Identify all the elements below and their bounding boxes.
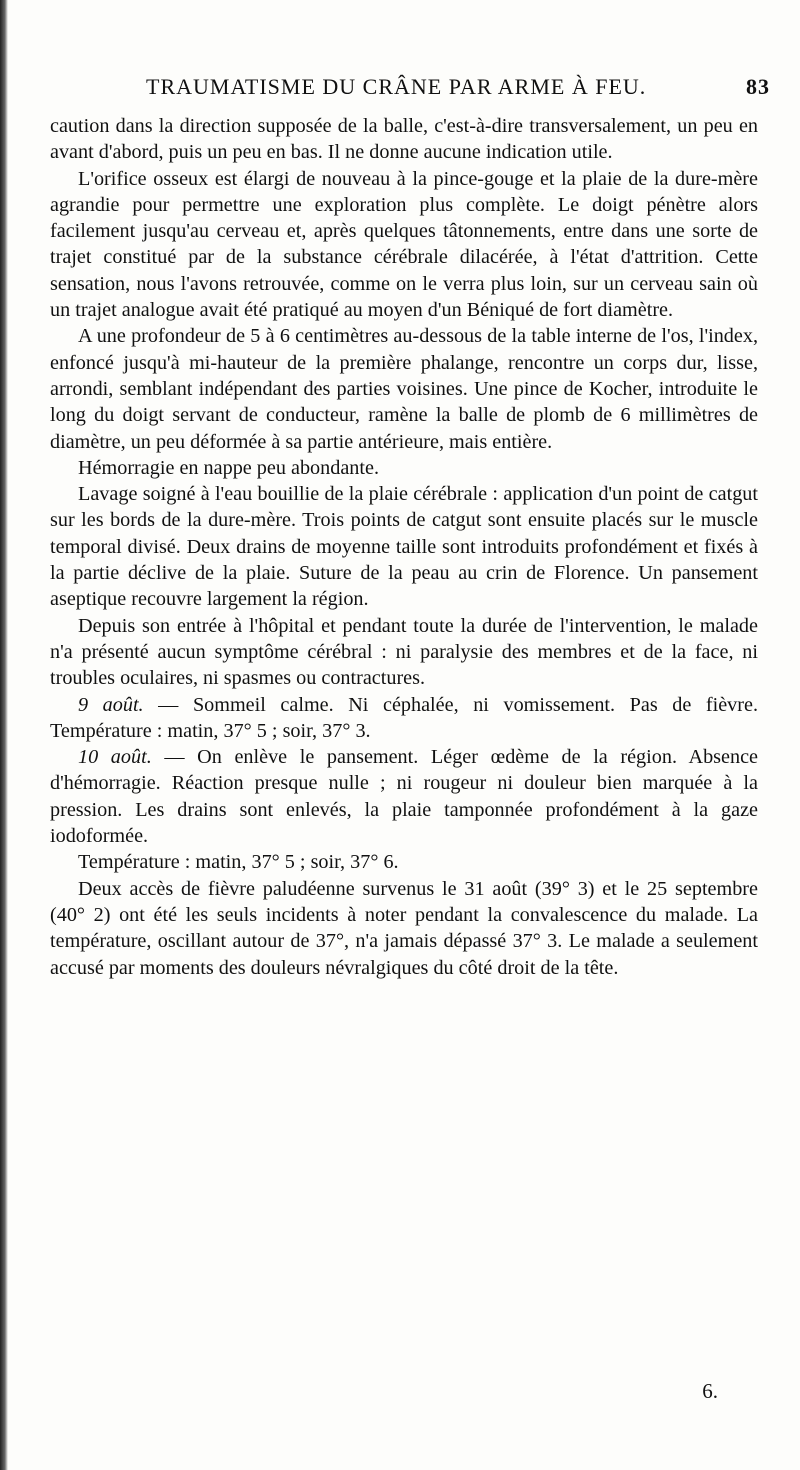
paragraph: Température : matin, 37° 5 ; soir, 37° 6. xyxy=(78,851,399,874)
page-number: 83 xyxy=(746,74,770,99)
paragraph: Lavage soigné à l'eau bouillie de la plaie cérébrale : application d'un point de catgut sur les bords de la dure-mère. Trois points de catgut sont ensuite placés sur le muscle temporal divisé. Deux drains de moyenne taille sont introduits profondément et fixés à la partie déclive de la plaie. Suture de la peau au crin de Florence. Un pansement aseptique recouvre largement la région. xyxy=(50,483,758,611)
signature-mark: 6. xyxy=(702,1379,718,1403)
entry-text: — Sommeil calme. Ni céphalée, ni vomissement. Pas de fièvre. Température : matin, 37° 5 ; soir, 37° 3. xyxy=(50,693,758,742)
entry-date: 10 août. xyxy=(78,746,152,769)
page-gutter-shadow xyxy=(0,0,8,1470)
dated-entry xyxy=(50,692,758,745)
page-header xyxy=(50,70,770,104)
paragraph: A une profondeur de 5 à 6 centimètres au-dessous de la table interne de l'os, l'index, enfoncé jusqu'à mi-hauteur de la première phalange, rencontre un corps dur, lisse, arrondi, semblant indépendant des parties voisines. Une pince de Kocher, introduite le long du doigt servant de conducteur, ramène la balle de plomb de 6 millimètres de diamètre, un peu déformée à sa partie antérieure, mais entière. xyxy=(50,325,758,453)
paragraph: L'orifice osseux est élargi de nouveau à la pince-gouge et la plaie de la dure-mère agrandie pour permettre une exploration plus complète. Le doigt pénètre alors facilement jusqu'au cerveau et, après quelques tâtonnements, entre dans une sorte de trajet constitué par de la substance cérébrale dilacérée, à l'état d'attrition. Cette sensation, nous l'avons retrouvée, comme on le verra plus loin, sur un cerveau sain où un trajet analogue avait été pratiqué au moyen d'un Béniqué de fort diamètre. xyxy=(50,167,758,322)
entry-text: — On enlève le pansement. Léger œdème de la région. Absence d'hémorragie. Réaction presque nulle ; ni rougeur ni douleur bien marquée à la pression. Les drains sont enlevés, la plaie tamponnée profondément à la gaze iodoformée. xyxy=(50,746,759,848)
dated-entry xyxy=(50,744,758,849)
paragraph: Hémorragie en nappe peu abondante. xyxy=(78,456,379,479)
paragraph: caution dans la direction supposée de la balle, c'est-à-dire transversalement, un peu en avant d'abord, puis un peu en bas. Il ne donne aucune indication utile. xyxy=(50,115,758,164)
entry-date: 9 août. xyxy=(78,693,144,716)
body-text xyxy=(50,113,758,981)
paragraph: Depuis son entrée à l'hôpital et pendant toute la durée de l'intervention, le malade n'a présenté aucun symptôme cérébral : ni paralysie des membres et de la face, ni troubles oculaires, ni spasmes ou contractures. xyxy=(50,614,758,690)
running-title: TRAUMATISME DU CRÂNE PAR ARME À FEU. xyxy=(146,74,647,99)
paragraph: Deux accès de fièvre paludéenne survenus le 31 août (39° 3) et le 25 septembre (40° 2) ont été les seuls incidents à noter pendant la convalescence du malade. La température, oscillant autour de 37°, n'a jamais dépassé 37° 3. Le malade a seulement accusé par moments des douleurs névralgiques du côté droit de la tête. xyxy=(50,877,758,979)
